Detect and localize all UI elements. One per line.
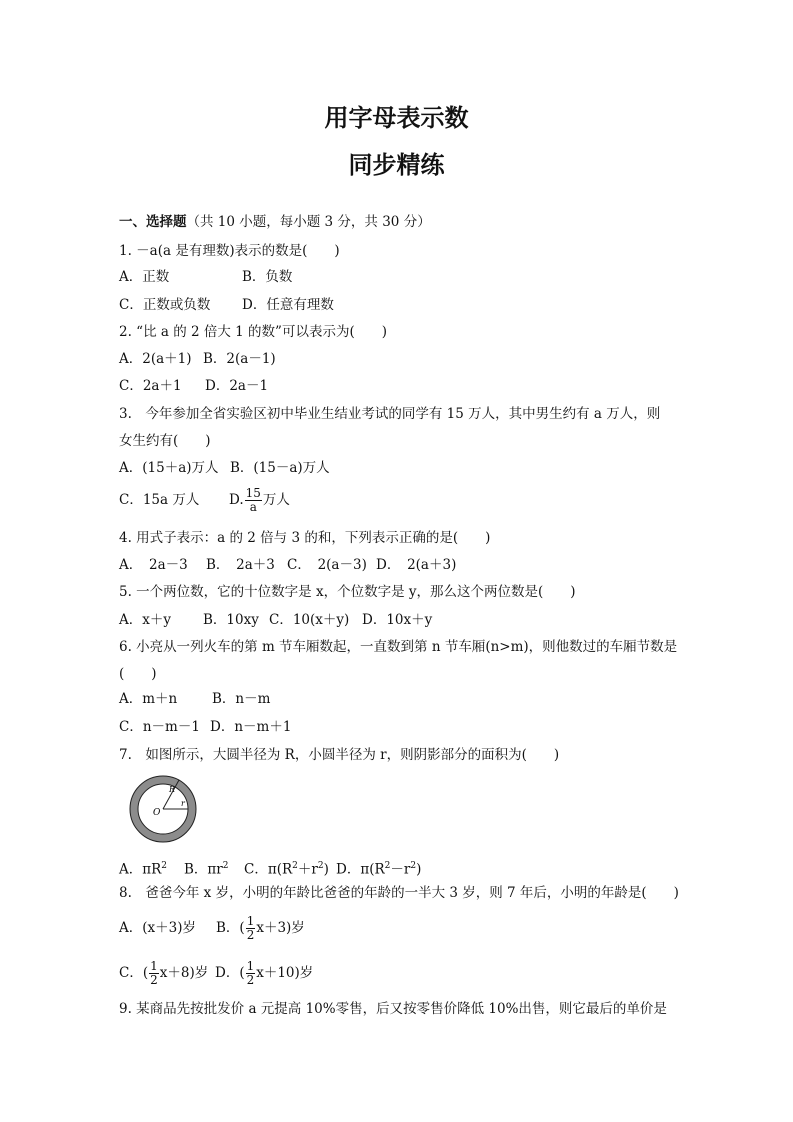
q5-option-a: A．x＋y [119, 612, 171, 628]
q6-option-d: D．n－m＋1 [210, 719, 292, 735]
fraction-numerator: 1 [150, 959, 158, 973]
section-heading [119, 213, 431, 231]
q6-stem-line1: 6. 小亮从一列火车的第 m 节车厢数起，一直数到第 n 节车厢(n>m)，则他数过的车厢节数是 [119, 639, 678, 655]
q6-options-row2 [119, 718, 291, 736]
q3-options-row2 [119, 487, 290, 514]
q7-option-d-text: ) [416, 861, 422, 878]
q1-option-d: D．任意有理数 [242, 297, 334, 313]
fraction-denominator: 2 [150, 973, 158, 987]
q8-option-c-text: x＋8)岁 [159, 965, 209, 981]
fraction-numerator: 1 [246, 959, 255, 973]
exponent: 2 [161, 861, 168, 871]
page-title: 用字母表示数 [324, 104, 469, 132]
fraction-denominator: a [249, 500, 257, 514]
annulus-diagram [122, 773, 204, 845]
q5-option-b: B．10xy [203, 612, 259, 628]
q2-option-c: C．2a＋1 [119, 378, 182, 394]
q8-option-c-text: C．( [119, 965, 149, 981]
q1-option-a: A．正数 [119, 269, 170, 285]
q4-option-c: C． 2(a－3) [287, 557, 367, 573]
q7-option-b [184, 857, 244, 879]
q3-stem-line2: 女生约有( ) [119, 433, 211, 449]
q7-option-d [336, 857, 421, 879]
q3-option-b: B．(15－a)万人 [230, 460, 330, 476]
q7-option-d-text: －r [390, 861, 411, 878]
q7-option-c-text: ＋r [297, 861, 318, 878]
exponent: 2 [410, 861, 417, 871]
section-title: 一、选择题 [119, 214, 187, 230]
half-fraction [246, 960, 256, 987]
q5-option-c: C．10(x＋y) [269, 612, 350, 628]
fraction-numerator: 15 [245, 486, 261, 500]
q8-option-b [216, 915, 305, 942]
annulus-figure [122, 773, 204, 849]
q2-option-d: D．2a－1 [205, 378, 269, 394]
q3-option-a: A．(15＋a)万人 [119, 460, 219, 476]
q6-option-a: A．m＋n [119, 691, 178, 707]
q6-options-row1 [119, 690, 270, 708]
center-label: O [153, 808, 161, 818]
big-radius-label: R [169, 785, 176, 794]
q8-stem: 8. 爸爸今年 x 岁，小明的年龄比爸爸的年龄的一半大 3 岁，则 7 年后，小明的年龄是( ) [119, 885, 679, 901]
q8-option-d-text: x＋10)岁 [256, 965, 314, 981]
exponent: 2 [222, 861, 229, 871]
q4-stem: 4. 用式子表示：a 的 2 倍与 3 的和，下列表示正确的是( ) [119, 530, 491, 546]
q8-option-d [215, 960, 313, 987]
q3-stem-line1: 3. 今年参加全省实验区初中毕业生结业考试的同学有 15 万人，其中男生约有 a 万人，则 [119, 406, 661, 422]
page-subtitle: 同步精练 [348, 151, 445, 179]
q8-option-a: A．(x＋3)岁 [119, 920, 196, 936]
q7-option-c-text: ) [323, 861, 329, 878]
q6-option-b: B．n－m [212, 691, 271, 707]
q6-option-c: C．n－m－1 [119, 719, 200, 735]
q3-options-row1 [119, 459, 330, 477]
q4-options [119, 556, 456, 574]
half-fraction [246, 915, 256, 942]
q7-stem: 7. 如图所示，大圆半径为 R，小圆半径为 r，则阴影部分的面积为( ) [119, 747, 560, 763]
q7-option-c [244, 857, 336, 879]
q2-option-a: A．2(a＋1) [119, 351, 192, 367]
q7-option-a [119, 857, 184, 879]
q8-options-row2 [119, 960, 313, 987]
exponent: 2 [292, 861, 298, 871]
fraction-denominator: 2 [246, 973, 255, 987]
q1-options-row1 [119, 268, 292, 286]
q5-stem: 5. 一个两位数，它的十位数字是 x，个位数字是 y，那么这个两位数是( ) [119, 584, 576, 600]
exponent: 2 [384, 861, 391, 871]
q1-option-b: B．负数 [242, 269, 293, 285]
small-radius-label: r [181, 799, 185, 808]
q2-stem: 2. “比 a 的 2 倍大 1 的数”可以表示为( ) [119, 324, 387, 340]
section-note: （共 10 小题，每小题 3 分，共 30 分） [186, 214, 431, 230]
q6-stem-line2: ( ) [119, 666, 157, 682]
q1-options-row2 [119, 296, 334, 314]
q7-option-d-text: D．π(R [336, 861, 385, 878]
q1-stem: 1. －a(a 是有理数)表示的数是( ) [119, 243, 340, 259]
half-fraction [149, 960, 159, 987]
q3-option-d-label: D. [229, 492, 244, 508]
fraction-denominator: 2 [246, 928, 255, 942]
q1-option-c: C．正数或负数 [119, 297, 211, 313]
q8-option-d-text: D．( [215, 965, 245, 981]
q9-stem: 9. 某商品先按批发价 a 元提高 10%零售，后又按零售价降低 10%出售，则它最后的单价是 [119, 1001, 667, 1017]
q3-option-d-unit: 万人 [262, 492, 290, 508]
q5-options [119, 611, 432, 629]
q4-option-d: D． 2(a＋3) [376, 557, 457, 573]
q4-option-b: B． 2a＋3 [206, 557, 275, 573]
q5-option-d: D．10x＋y [362, 612, 433, 628]
q7-option-a-text: A．πR [119, 861, 162, 878]
q8-option-b-text: x＋3)岁 [256, 920, 305, 936]
q2-options-row1 [119, 350, 276, 368]
q4-option-a: A． 2a－3 [119, 557, 188, 573]
q2-options-row2 [119, 377, 268, 395]
q3-option-d [229, 487, 290, 514]
q7-option-b-text: B．πr [184, 861, 223, 878]
fraction-numerator: 1 [246, 914, 255, 928]
exponent: 2 [317, 861, 324, 871]
q8-option-c [119, 960, 215, 987]
q3-option-d-fraction [245, 487, 262, 514]
q7-options [119, 857, 421, 879]
q8-options-row1 [119, 915, 305, 942]
q7-option-c-text: C．π(R [244, 861, 293, 878]
q8-option-b-text: B．( [216, 920, 245, 936]
q2-option-b: B．2(a－1) [203, 351, 276, 367]
q3-option-c: C．15a 万人 [119, 492, 200, 508]
